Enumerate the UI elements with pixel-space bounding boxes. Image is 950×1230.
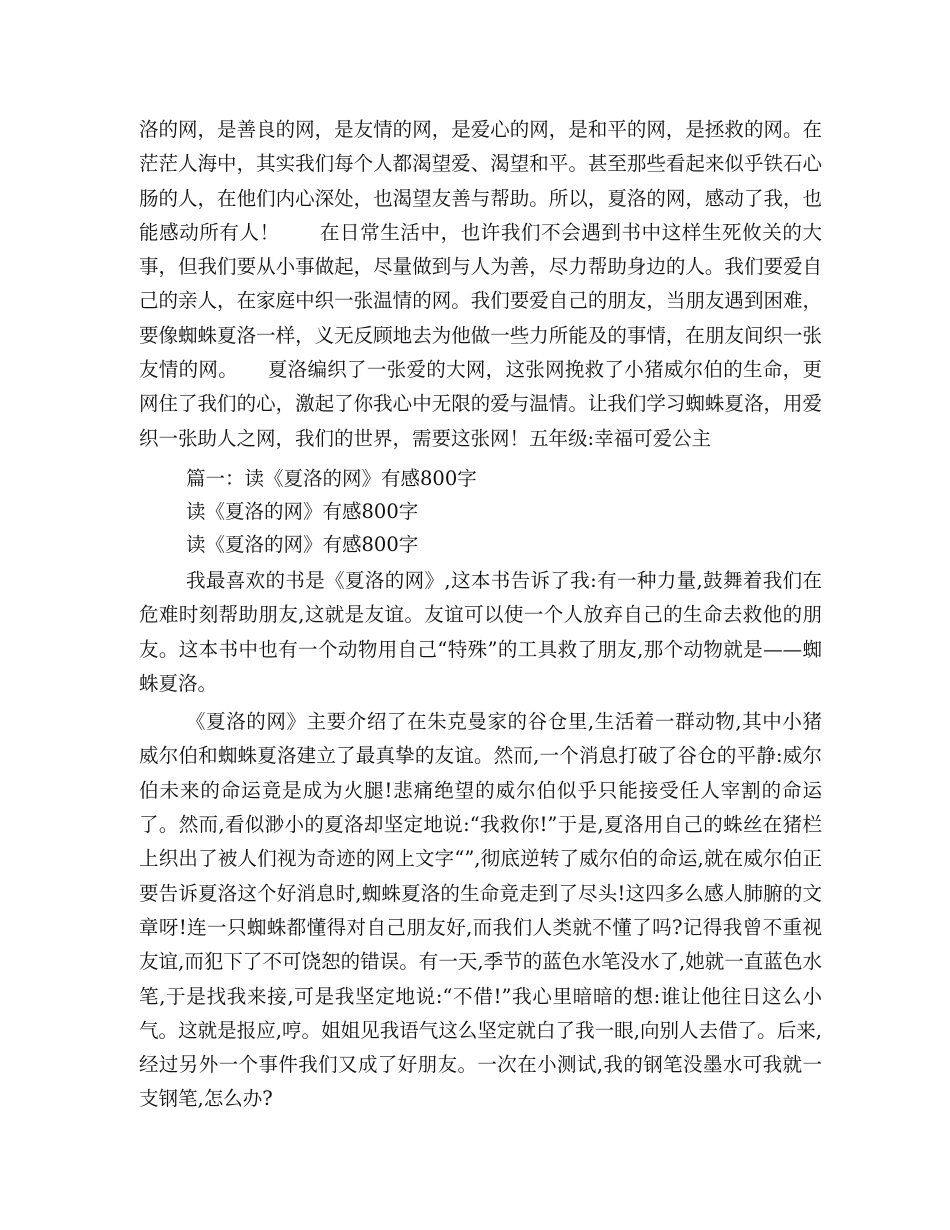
paragraph-summary: 《夏洛的网》主要介绍了在朱克曼家的谷仓里,生活着一群动物,其中小猪威尔伯和蜘蛛夏洛建立了最真挚的友谊。然而,一个消息打破了谷仓的平静:威尔伯未来的命运竟是成为火腿!悲痛绝望的威尔伯似乎只能接受任人宰割的命运了。然而,看似渺小的夏洛却坚定地说:“我救你!”于是,夏洛用自己的蛛丝在猪栏上织出了被人们视为奇迹的网上文字“”,彻底逆转了威尔伯的命运,就在威尔伯正要告诉夏洛这个好消息时,蜘蛛夏洛的生命竟走到了尽头!这四多么感人肺腑的文章呀!连一只蜘蛛都懂得对自己朋友好,而我们人类就不懂了吗?记得我曾不重视友谊,而犯下了不可饶恕的错误。有一天,季节的蓝色水笔没水了,她就一直蓝色水笔,于是找我来接,可是我坚定地说:“不借!”我心里暗暗的想:谁让他往日这么小气。这就是报应,哼。姐姐见我语气这么坚定就白了我一眼,向别人去借了。后来,经过另外一个事件我们又成了好朋友。一次在小测试,我的钢笔没墨水可我就一支钢笔,怎么办? [139,710,822,1111]
document-body [139,113,822,1117]
section-heading-2: 读《夏洛的网》有感800字 [186,499,419,523]
paragraph-favorite-book: 我最喜欢的书是《夏洛的网》,这本书告诉了我:有一种力量,鼓舞着我们在危难时刻帮助朋友,这就是友谊。友谊可以使一个人放弃自己的生命去救他的朋友。这本书中也有一个动物用自己“特殊”的工具救了朋友,那个动物就是——蜘蛛夏洛。 [139,568,822,695]
paragraph-intro: 洛的网，是善良的网，是友情的网，是爱心的网，是和平的网，是拯救的网。在茫茫人海中，其实我们每个人都渴望爱、渴望和平。甚至那些看起来似乎铁石心肠的人，在他们内心深处，也渴望友善与帮助。所以，夏洛的网，感动了我，也能感动所有人！ 在日常生活中，也许我们不会遇到书中这样生死攸关的大事，但我们要从小事做起，尽量做到与人为善，尽力帮助身边的人。我们要爱自己的亲人，在家庭中织一张温情的网。我们要爱自己的朋友，当朋友遇到困难，要像蜘蛛夏洛一样，义无反顾地去为他做一些力所能及的事情，在朋友间织一张友情的网。 夏洛编织了一张爱的大网，这张网挽救了小猪威尔伯的生命，更网住了我们的心，激起了你我心中无限的爱与温情。让我们学习蜘蛛夏洛，用爱织一张助人之网，我们的世界，需要这张网！五年级:幸福可爱公主 [139,118,822,450]
section-heading-3: 读《夏洛的网》有感800字 [186,532,419,556]
section-heading-1: 篇一：读《夏洛的网》有感800字 [186,466,477,490]
